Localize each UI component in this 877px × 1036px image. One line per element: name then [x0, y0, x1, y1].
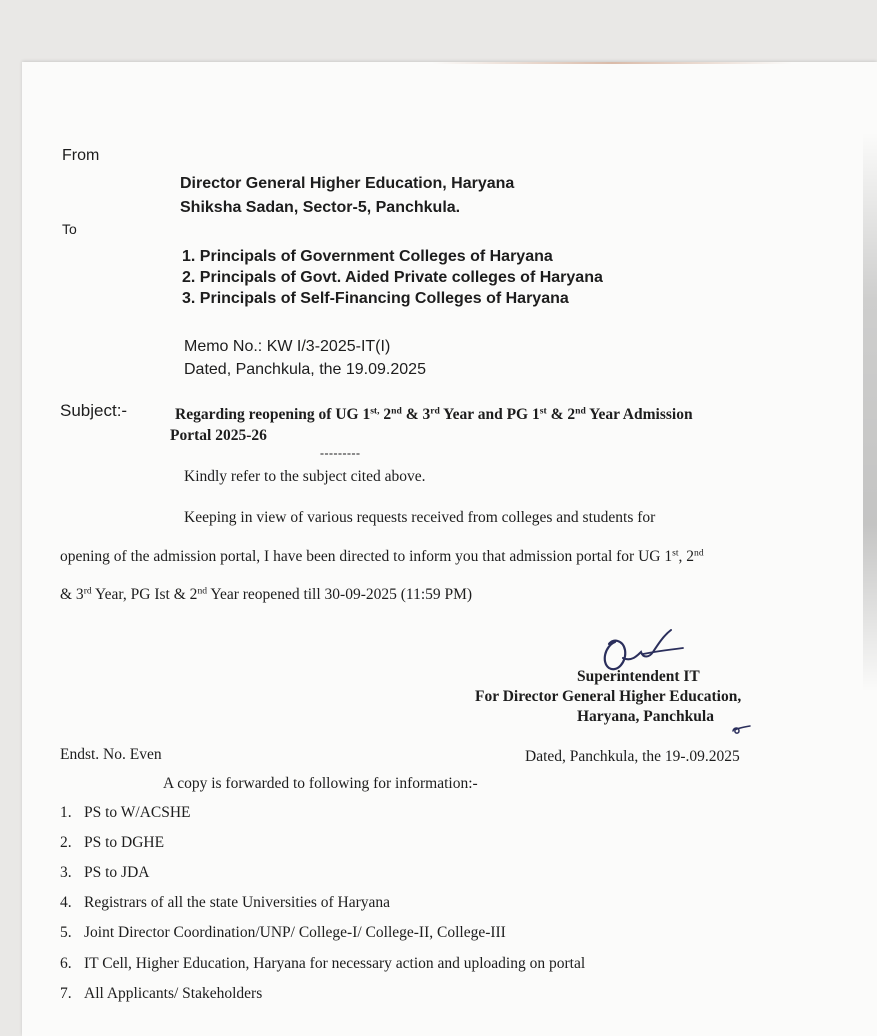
handwritten-initial: [730, 724, 752, 736]
distribution-item: 6. IT Cell, Higher Education, Haryana for necessary action and uploading on portal: [60, 955, 586, 972]
signatory-for-line: For Director General Higher Education,: [475, 688, 742, 705]
memo-number: Memo No.: KW I/3-2025-IT(I): [184, 338, 391, 355]
from-line-2: Shiksha Sadan, Sector-5, Panchkula.: [180, 199, 461, 216]
endorsement-number: Endst. No. Even: [60, 746, 162, 763]
memo-date: Dated, Panchkula, the 19.09.2025: [184, 361, 426, 378]
to-line-2: 2. Principals of Govt. Aided Private colleges of Haryana: [182, 269, 603, 286]
from-line-1: Director General Higher Education, Haryana: [180, 175, 515, 192]
body-paragraph-2-line-3: & 3rd Year, PG Ist & 2nd Year reopened till 30-09-2025 (11:59 PM): [60, 585, 473, 603]
distribution-item: 4. Registrars of all the state Universities of Haryana: [60, 894, 391, 911]
distribution-item: 2. PS to DGHE: [60, 834, 165, 851]
body-paragraph-1: Kindly refer to the subject cited above.: [184, 468, 426, 485]
body-paragraph-2-line-1: Keeping in view of various requests received from colleges and students for: [184, 509, 656, 526]
distribution-item: 5. Joint Director Coordination/UNP/ College-I/ College-II, College-III: [60, 924, 506, 941]
subject-line-2: Portal 2025-26: [170, 427, 267, 444]
scan-edge-shadow: [432, 62, 792, 64]
to-line-3: 3. Principals of Self-Financing Colleges of Haryana: [182, 290, 569, 307]
distribution-item: 7. All Applicants/ Stakeholders: [60, 985, 263, 1002]
distribution-item: 1. PS to W/ACSHE: [60, 804, 191, 821]
subject-line-1: Regarding reopening of UG $1^{st,}$ 2nd & 3rd Year and PG 1st & 2nd Year Admission: [175, 405, 693, 423]
scan-edge-shadow: [863, 132, 877, 692]
from-label: From: [62, 147, 100, 164]
subject-separator: ---------: [320, 446, 361, 460]
endorsement-intro: A copy is forwarded to following for information:-: [163, 775, 478, 792]
signatory-place: Haryana, Panchkula: [577, 708, 714, 725]
document-page: [22, 62, 877, 1036]
distribution-item: 3. PS to JDA: [60, 864, 150, 881]
endorsement-date: Dated, Panchkula, the 19-.09.2025: [525, 748, 740, 765]
to-label: To: [62, 221, 77, 237]
body-paragraph-2-line-2: opening of the admission portal, I have been directed to inform you that admission portal for UG 1st, 2nd: [60, 547, 704, 565]
to-line-1: 1. Principals of Government Colleges of Haryana: [182, 248, 553, 265]
subject-label: Subject:-: [60, 401, 128, 420]
signatory-title: Superintendent IT: [577, 668, 700, 685]
